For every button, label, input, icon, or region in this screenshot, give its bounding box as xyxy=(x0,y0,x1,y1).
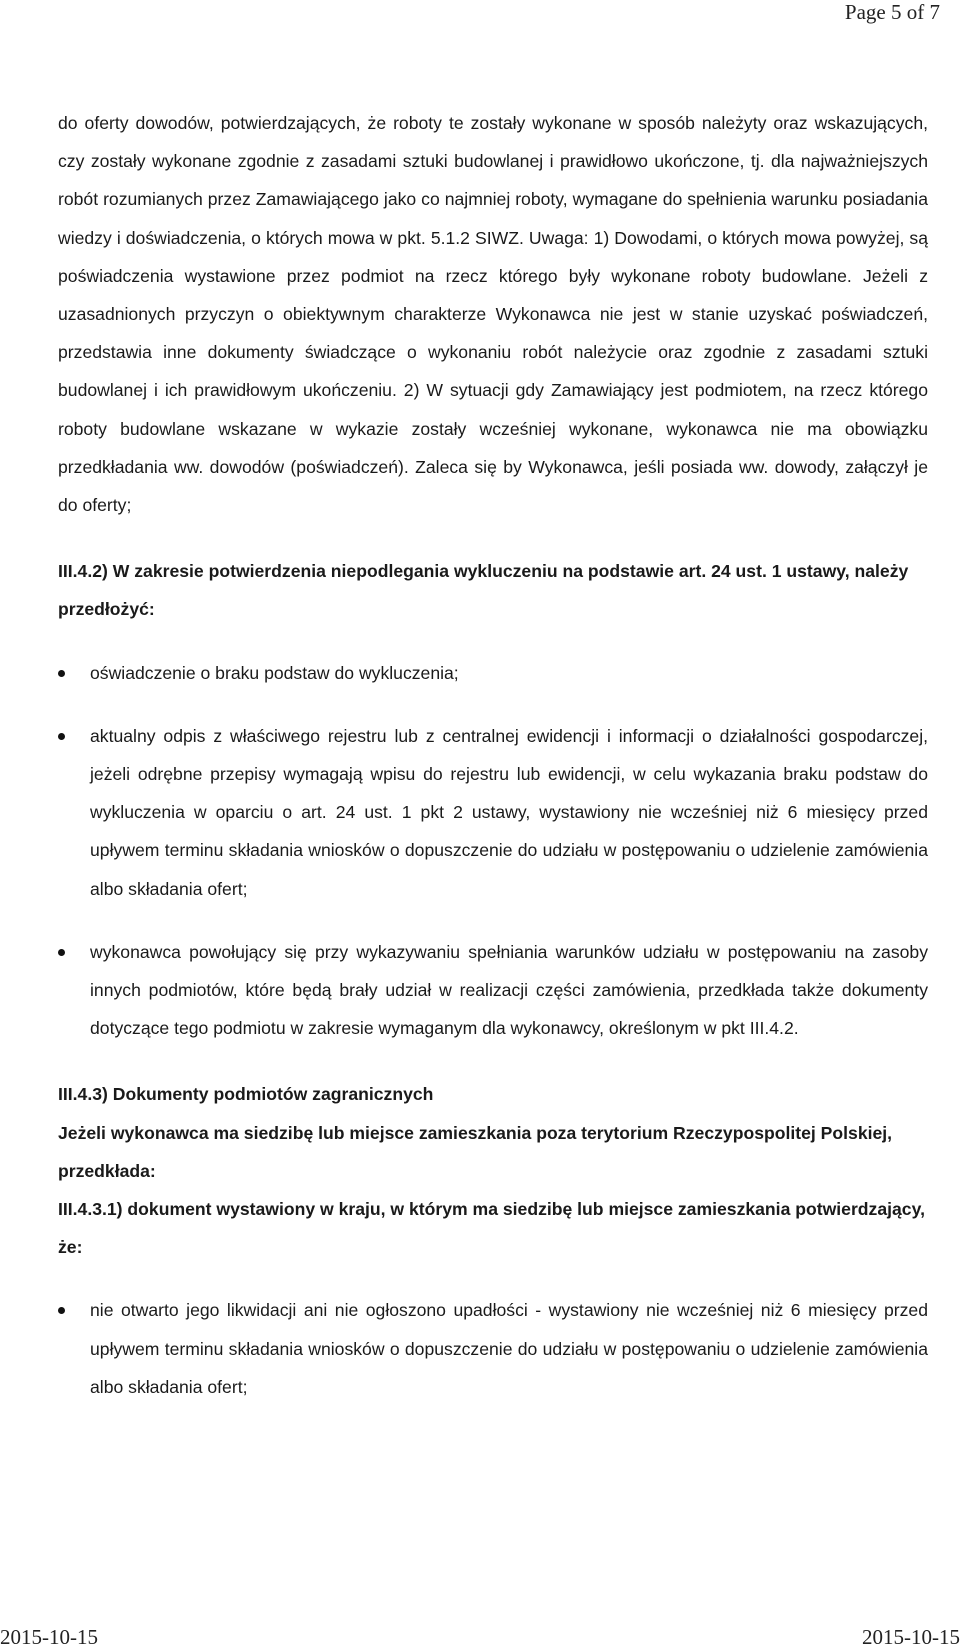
list-item-text: aktualny odpis z właściwego rejestru lub z centralnej ewidencji i informacji o działalności gospodarczej, jeżeli odrębne przepisy wymagają wpisu do rejestru lub ewidencji, w celu wykazania braku podstaw do wykluczenia w oparciu o art. 24 ust. 1 pkt 2 ustawy, wystawiony nie wcześniej niż 6 miesięcy przed upływem terminu składania wniosków o dopuszczenie do udziału w postępowaniu o udzielenie zamówienia albo składania ofert; xyxy=(90,725,928,899)
bullet-list-foreign-documents xyxy=(58,1291,928,1406)
body-paragraph: do oferty dowodów, potwierdzających, że roboty te zostały wykonane w sposób należyty oraz wskazujących, czy zostały wykonane zgodnie z zasadami sztuki budowlanej i prawidłowo ukończone, tj. dla najważniejszych robót rozumianych przez Zamawiającego jako co najmniej roboty, wymagane do spełnienia warunku posiadania wiedzy i doświadczenia, o których mowa w pkt. 5.1.2 SIWZ. Uwaga: 1) Dowodami, o których mowa powyżej, są poświadczenia wystawione przez podmiot na rzecz którego były wykonane roboty budowlane. Jeżeli z uzasadnionych przyczyn o obiektywnym charakterze Wykonawca nie jest w stanie uzyskać poświadczeń, przedstawia inne dokumenty świadczące o wykonaniu robót należycie oraz zgodnie z zasadami sztuki budowlanej i ich prawidłowym ukończeniu. 2) W sytuacji gdy Zamawiający jest podmiotem, na rzecz którego roboty budowlane wskazane w wykazie zostały wcześniej wykonane, wykonawca nie ma obowiązku przedkładania ww. dowodów (poświadczeń). Zaleca się by Wykonawca, jeśli posiada ww. dowody, załączył je do oferty; xyxy=(58,113,928,516)
page-number: Page 5 of 7 xyxy=(844,0,940,24)
list-spacer xyxy=(58,692,928,717)
bullet-icon xyxy=(58,1307,65,1314)
footer-date-right: 2015-10-15 xyxy=(862,1625,960,1649)
bullet-icon xyxy=(58,949,65,956)
section-heading-iii-4-2: III.4.2) W zakresie potwierdzenia niepodlegania wykluczeniu na podstawie art. 24 ust. 1 ustawy, należy przedłożyć: xyxy=(58,561,909,620)
foreign-contractor-heading: Jeżeli wykonawca ma siedzibę lub miejsce zamieszkania poza terytorium Rzeczypospolitej Polskiej, przedkłada: xyxy=(58,1122,893,1181)
bullet-list-exclusion-documents xyxy=(58,654,928,1048)
section-heading-iii-4-3: III.4.3) Dokumenty podmiotów zagranicznych xyxy=(58,1084,434,1105)
list-item xyxy=(58,654,928,692)
section-heading-iii-4-3-1: III.4.3.1) dokument wystawiony w kraju, w którym ma siedzibę lub miejsce zamieszkania potwierdzający, że: xyxy=(58,1199,925,1258)
list-item-text: wykonawca powołujący się przy wykazywaniu spełniania warunków udziału w postępowaniu na zasoby innych podmiotów, które będą brały udział w realizacji części zamówienia, przedkłada także dokumenty dotyczące tego podmiotu w zakresie wymaganym dla wykonawcy, określonym w pkt III.4.2. xyxy=(90,941,928,1039)
bullet-icon xyxy=(58,670,65,677)
list-item-text: nie otwarto jego likwidacji ani nie ogłoszono upadłości - wystawiony nie wcześniej niż 6 miesięcy przed upływem terminu składania wniosków o dopuszczenie do udziału w postępowaniu o udzielenie zamówienia albo składania ofert; xyxy=(90,1300,928,1397)
bullet-icon xyxy=(58,733,65,740)
document-body xyxy=(58,104,928,1406)
footer-date-left: 2015-10-15 xyxy=(0,1625,98,1649)
list-item xyxy=(58,717,928,908)
list-item-text: oświadczenie o braku podstaw do wykluczenia; xyxy=(90,662,459,683)
list-spacer xyxy=(58,908,928,933)
list-item xyxy=(58,1291,928,1406)
list-item xyxy=(58,933,928,1048)
